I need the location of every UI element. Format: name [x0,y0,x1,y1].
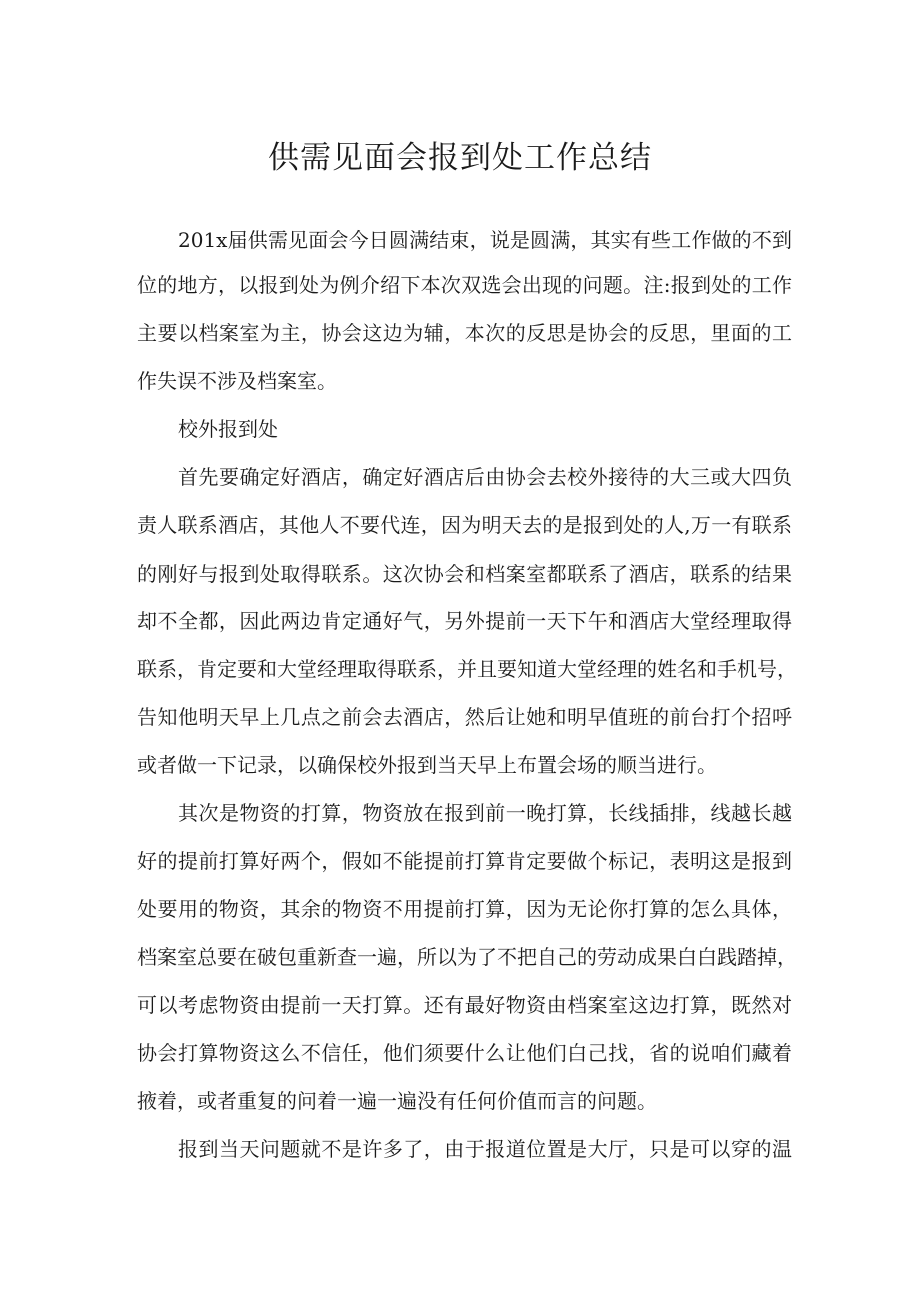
paragraph-3-line-1: 其次是物资的打算，物资放在报到前一晚打算，长线插排，线越长越 [178,801,792,825]
paragraph-2-line-1: 首先要确定好酒店，确定好酒店后由协会去校外接待的大三或大四负 [178,465,792,489]
paragraph-2-line-6: 告知他明天早上几点之前会去酒店，然后让她和明早值班的前台打个招呼 [137,705,792,729]
paragraph-4-line-1: 报到当天问题就不是许多了，由于报道位置是大厅，只是可以穿的温 [178,1137,792,1161]
paragraph-1-line-4: 作失误不涉及档案室。 [137,369,337,393]
paragraph-3-line-5: 可以考虑物资由提前一天打算。还有最好物资由档案室这边打算，既然对 [137,993,792,1017]
section-heading-offsite: 校外报到处 [178,417,278,441]
paragraph-3-line-3: 处要用的物资，其余的物资不用提前打算，因为无论你打算的怎么具体， [137,897,792,921]
paragraph-2-line-3: 的刚好与报到处取得联系。这次协会和档案室都联系了酒店，联系的结果 [137,562,792,586]
paragraph-1-line-3: 主要以档案室为主，协会这边为辅，本次的反思是协会的反思，里面的工 [137,321,792,345]
paragraph-3-line-6: 协会打算物资这么不信任，他们须要什么让他们白己找，省的说咱们藏着 [137,1041,792,1065]
paragraph-2-line-2: 责人联系酒店，其他人不要代连，因为明天去的是报到处的人,万一有联系 [137,513,792,537]
paragraph-3-line-2: 好的提前打算好两个，假如不能提前打算肯定要做个标记，表明这是报到 [137,849,792,873]
paragraph-3-line-7: 掖着，或者重复的问着一遍一遍没有任何价值而言的问题。 [137,1089,657,1113]
document-title: 供需见面会报到处工作总结 [268,140,652,176]
paragraph-1-line-2: 位的地方，以报到处为例介绍下本次双选会出现的问题。注:报到处的工作 [137,273,792,297]
paragraph-2-line-4: 却不全都，因此两边肯定通好气，另外提前一天下午和酒店大堂经理取得 [137,609,792,633]
paragraph-2-line-7: 或者做一下记录，以确保校外报到当天早上布置会场的顺当进行。 [137,753,717,777]
paragraph-1-line-1: 201x届供需见面会今日圆满结束，说是圆满，其实有些工作做的不到 [178,228,792,252]
paragraph-3-line-4: 档案室总要在破包重新查一遍，所以为了不把自己的劳动成果白白践踏掉， [137,945,797,969]
paragraph-2-line-5: 联系，肯定要和大堂经理取得联系，并且要知道大堂经理的姓名和手机号， [137,657,797,681]
